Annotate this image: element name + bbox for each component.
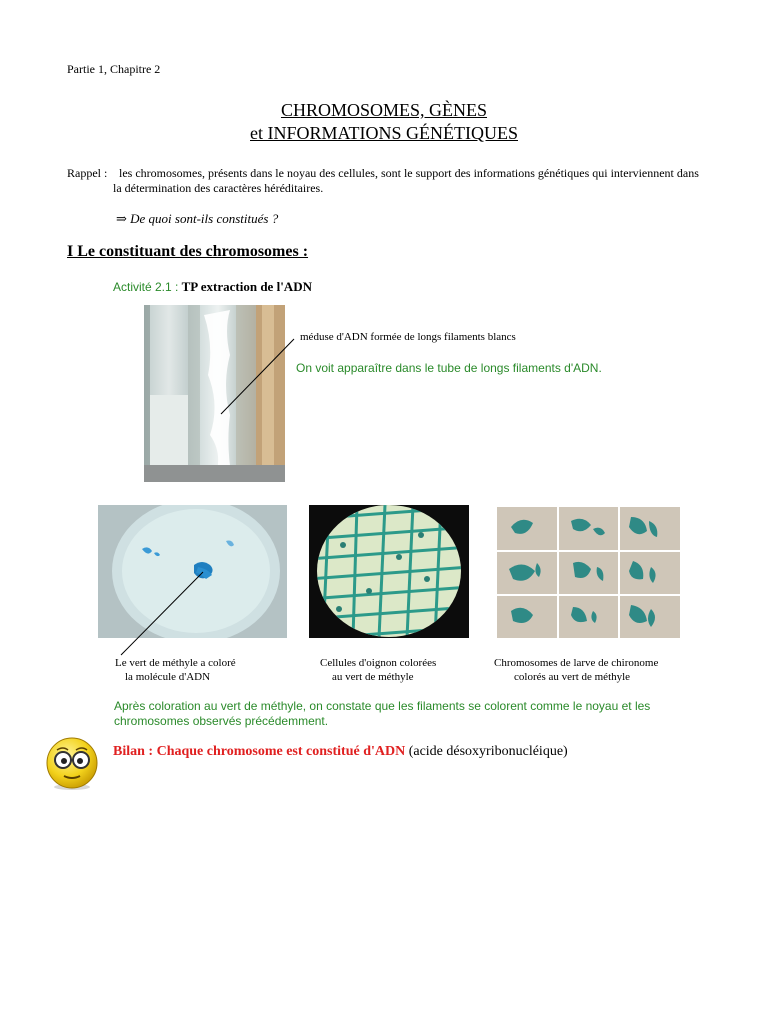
- caption-dish-line1: Le vert de méthyle a coloré: [115, 657, 236, 669]
- annotation-meduse: méduse d'ADN formée de longs filaments blancs: [300, 331, 516, 343]
- activity-title: TP extraction de l'ADN: [181, 279, 312, 294]
- caption-chromo-line2: colorés au vert de méthyle: [514, 671, 631, 683]
- title-line-2: et INFORMATIONS GÉNÉTIQUES: [250, 123, 518, 143]
- smiley-glasses-icon: [44, 735, 100, 791]
- caption-dish: [115, 656, 236, 684]
- caption-chromosomes: [494, 656, 658, 684]
- pointer-line-meduse: [221, 339, 294, 414]
- question: ⇒ De quoi sont-ils constitués ?: [116, 211, 279, 226]
- bilan-text: Chaque chromosome est constitué d'ADN: [156, 744, 406, 759]
- pointer-line-dish: [121, 572, 203, 655]
- activity-label: Activité 2.1 :: [113, 280, 179, 294]
- bilan: [113, 744, 568, 760]
- conclusion-text: Après coloration au vert de méthyle, on constate que les filaments se colorent comme le noyau et les chromosomes observés précédemment.: [114, 699, 651, 728]
- bilan-paren: (acide désoxyribonucléique): [408, 744, 568, 759]
- caption-dish-line2: la molécule d'ADN: [125, 671, 211, 683]
- rappel-text: les chromosomes, présents dans le noyau des cellules, sont le support des informations génétiques qui interviennent dans la détermination des caractères héréditaires.: [113, 166, 699, 195]
- bilan-label: Bilan :: [113, 744, 154, 759]
- caption-chromo-line1: Chromosomes de larve de chironome: [494, 657, 659, 669]
- observation-text: On voit apparaître dans le tube de longs filaments d'ADN.: [296, 361, 602, 375]
- caption-onion-line1: Cellules d'oignon colorées: [320, 657, 437, 669]
- rappel-label: Rappel :: [67, 166, 108, 180]
- caption-onion: [320, 656, 436, 684]
- caption-onion-line2: au vert de méthyle: [332, 671, 414, 683]
- page-header: Partie 1, Chapitre 2: [67, 62, 161, 76]
- title-line-1: CHROMOSOMES, GÈNES: [280, 100, 488, 120]
- section-title: I Le constituant des chromosomes :: [67, 243, 309, 260]
